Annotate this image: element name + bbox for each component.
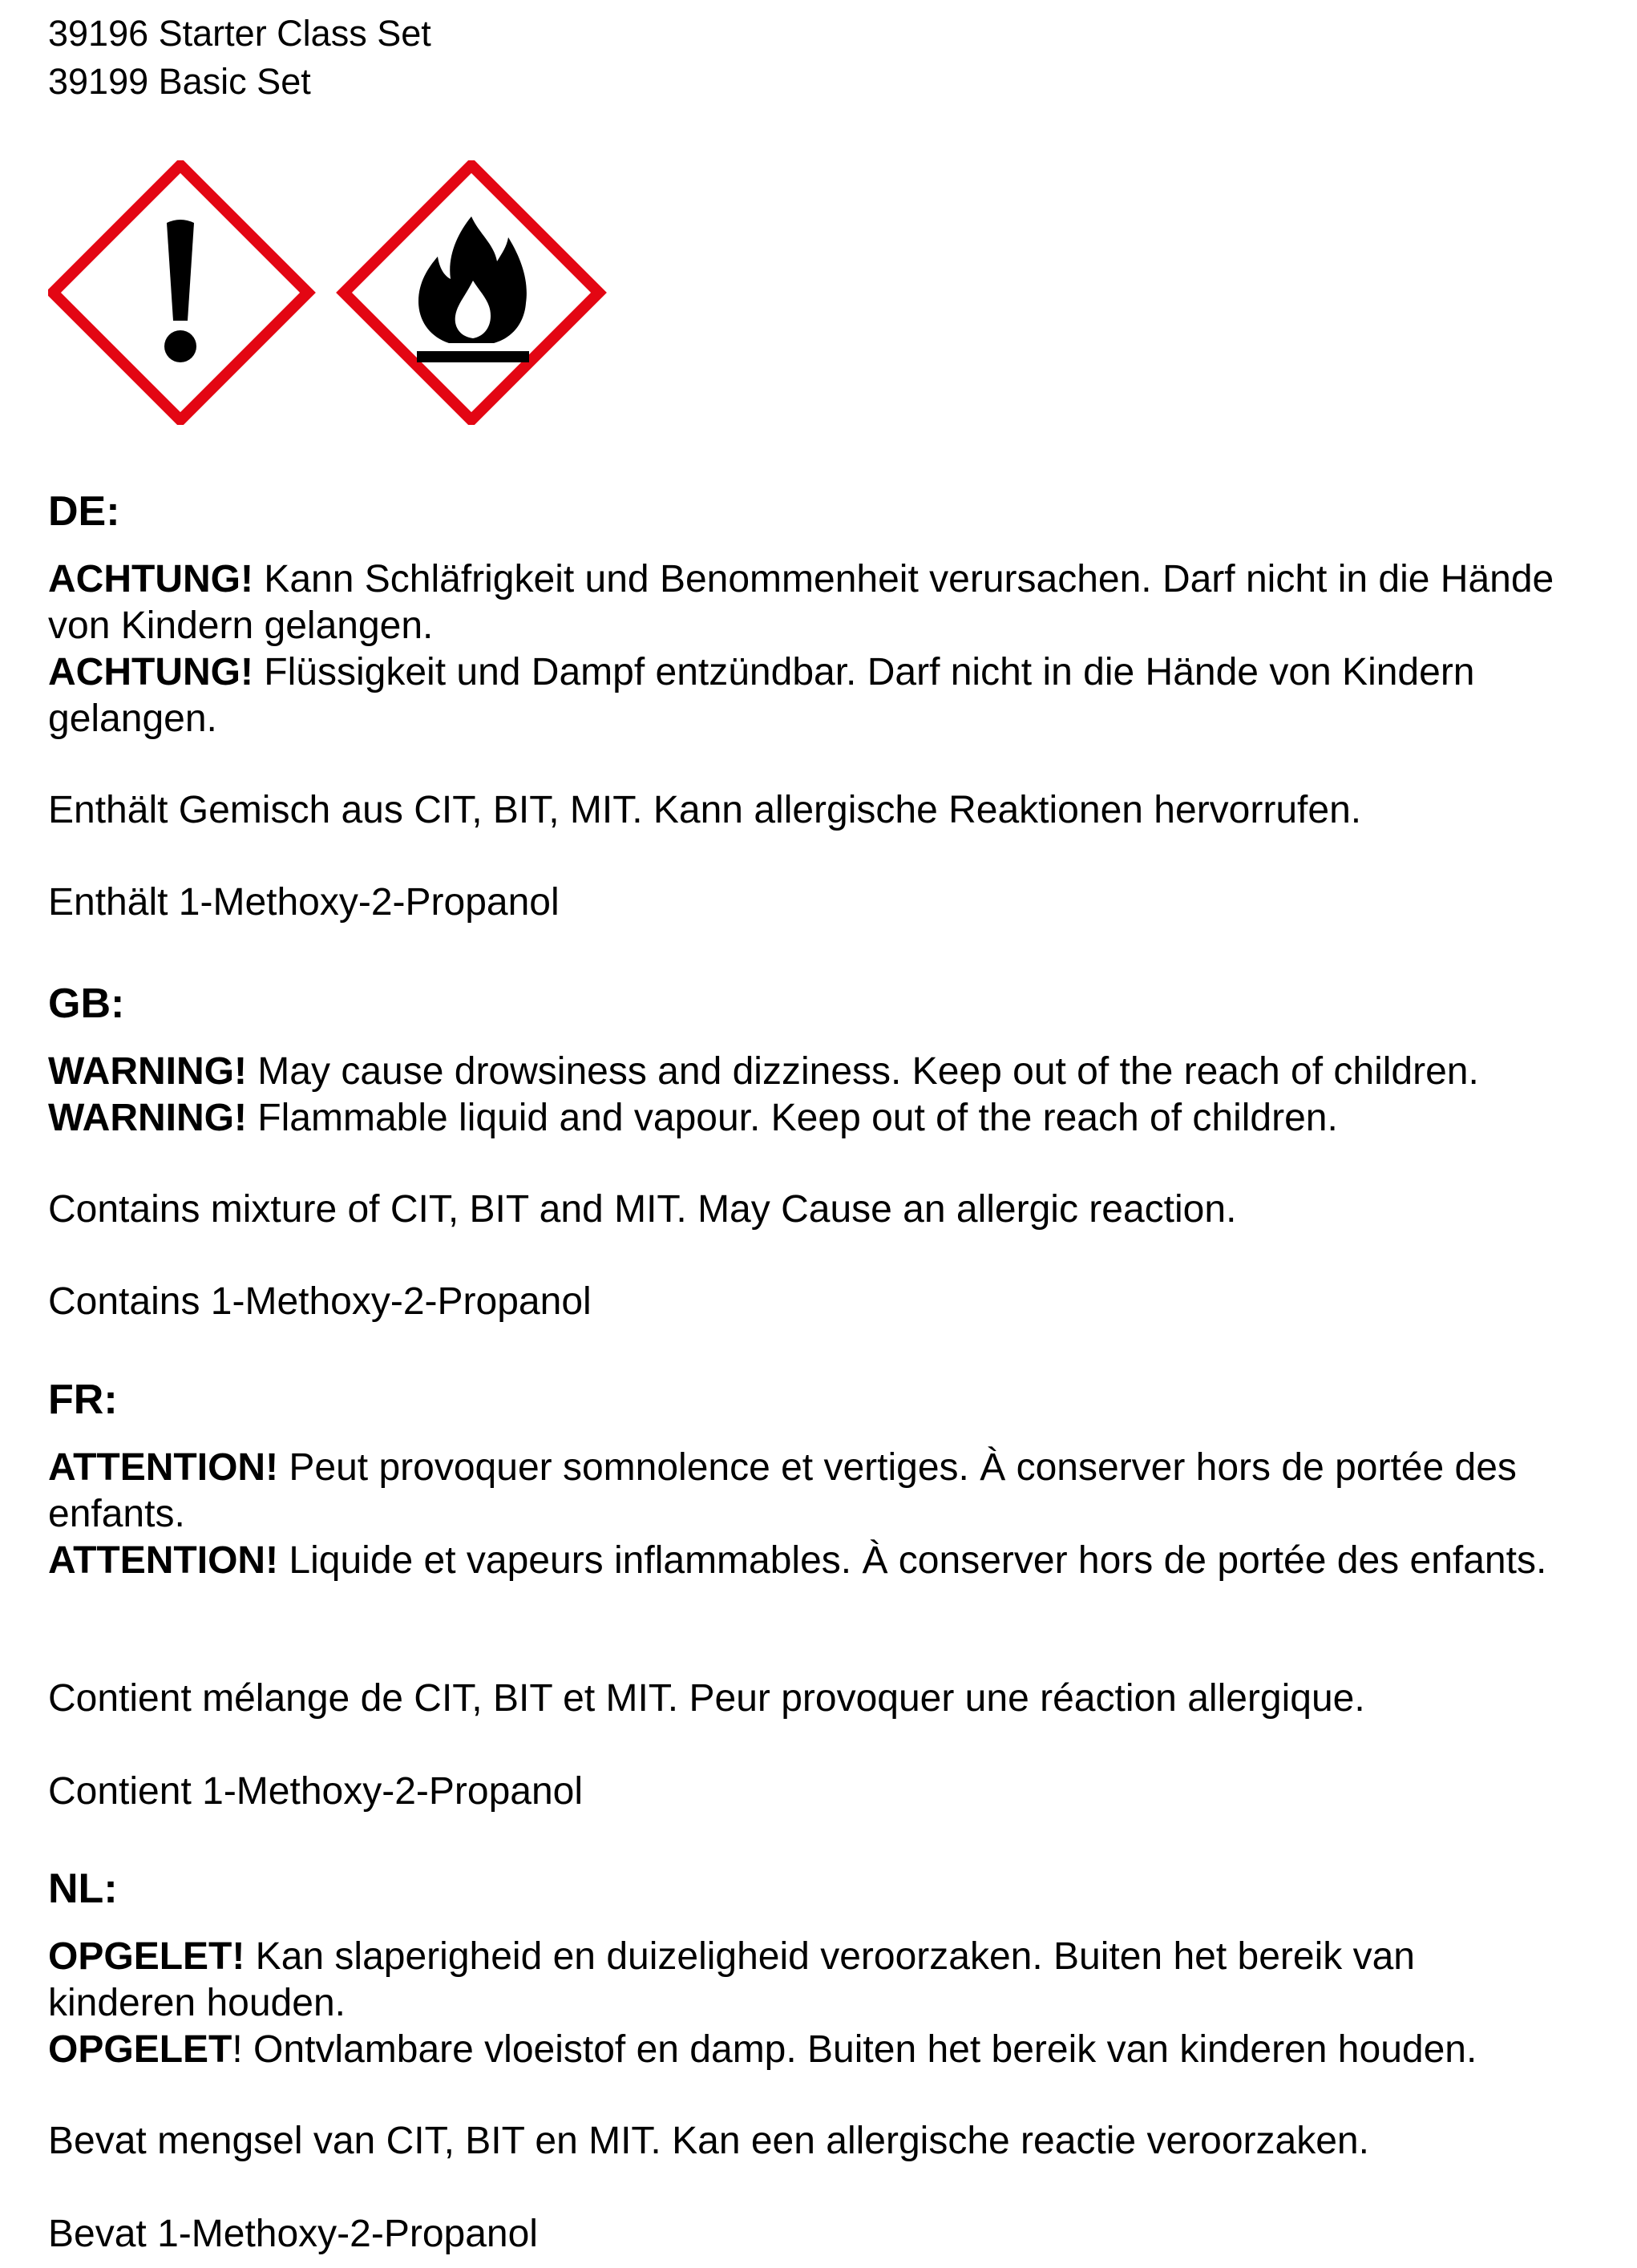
warning-nl-2 xyxy=(48,2027,1571,2073)
hazard-statement: Liquide et vapeurs inflammables. À conserver hors de portée des enfants. xyxy=(278,1539,1547,1582)
warning-gb-1 xyxy=(48,1049,1571,1095)
signal-word: ATTENTION! xyxy=(48,1539,279,1582)
signal-word: OPGELET xyxy=(48,2028,232,2071)
warning-de-2 xyxy=(48,649,1571,742)
warning-fr-1 xyxy=(48,1445,1571,1538)
warning-gb-2 xyxy=(48,1095,1571,1142)
signal-word: WARNING! xyxy=(48,1097,247,1139)
hazard-statement: Kan slaperigheid en duizeligheid veroorzaken. Buiten het bereik van kinderen houden. xyxy=(48,1935,1415,2024)
mixture-note-fr: Contient mélange de CIT, BIT et MIT. Peur provoquer une réaction allergique. xyxy=(48,1677,1365,1720)
mixture-note-nl: Bevat mengsel van CIT, BIT en MIT. Kan een allergische reactie veroorzaken. xyxy=(48,2120,1369,2162)
hazard-statement: Flüssigkeit und Dampf entzündbar. Darf nicht in die Hände von Kindern gelangen. xyxy=(48,651,1475,740)
section-title-nl: NL: xyxy=(48,1866,118,1912)
hazard-statement: ! Ontvlambare vloeistof en damp. Buiten het bereik van kinderen houden. xyxy=(232,2028,1477,2071)
warning-fr-2 xyxy=(48,1538,1571,1584)
hazard-statement: Flammable liquid and vapour. Keep out of the reach of children. xyxy=(246,1097,1338,1139)
contains-note-gb: Contains 1-Methoxy-2-Propanol xyxy=(48,1280,592,1323)
signal-word: ATTENTION! xyxy=(48,1446,279,1489)
contains-note-de: Enthält 1-Methoxy-2-Propanol xyxy=(48,881,560,924)
section-title-gb: GB: xyxy=(48,980,125,1027)
warning-de-1 xyxy=(48,556,1571,649)
signal-word: ACHTUNG! xyxy=(48,558,253,600)
hazard-statement: May cause drowsiness and dizziness. Keep out of the reach of children. xyxy=(246,1050,1479,1093)
mixture-note-gb: Contains mixture of CIT, BIT and MIT. May Cause an allergic reaction. xyxy=(48,1188,1237,1231)
signal-word: WARNING! xyxy=(48,1050,247,1093)
section-title-de: DE: xyxy=(48,488,120,535)
contains-note-fr: Contient 1-Methoxy-2-Propanol xyxy=(48,1770,584,1813)
signal-word: ACHTUNG! xyxy=(48,651,253,693)
exclamation-mark-icon xyxy=(53,165,308,420)
hazard-statement: Kann Schläfrigkeit und Benommenheit verursachen. Darf nicht in die Hände von Kindern gelangen. xyxy=(48,558,1554,647)
warning-nl-1 xyxy=(48,1934,1571,2027)
product-line-1: 39196 Starter Class Set xyxy=(48,13,431,54)
contains-note-nl: Bevat 1-Methoxy-2-Propanol xyxy=(48,2213,538,2255)
mixture-note-de: Enthält Gemisch aus CIT, BIT, MIT. Kann allergische Reaktionen hervorrufen. xyxy=(48,789,1362,831)
ghs-pictograms xyxy=(48,160,625,425)
section-title-fr: FR: xyxy=(48,1377,118,1423)
signal-word: OPGELET! xyxy=(48,1935,245,1978)
product-line-2: 39199 Basic Set xyxy=(48,61,311,102)
flame-icon xyxy=(344,165,599,420)
hazard-statement: Peut provoquer somnolence et vertiges. À conserver hors de portée des enfants. xyxy=(48,1446,1517,1535)
